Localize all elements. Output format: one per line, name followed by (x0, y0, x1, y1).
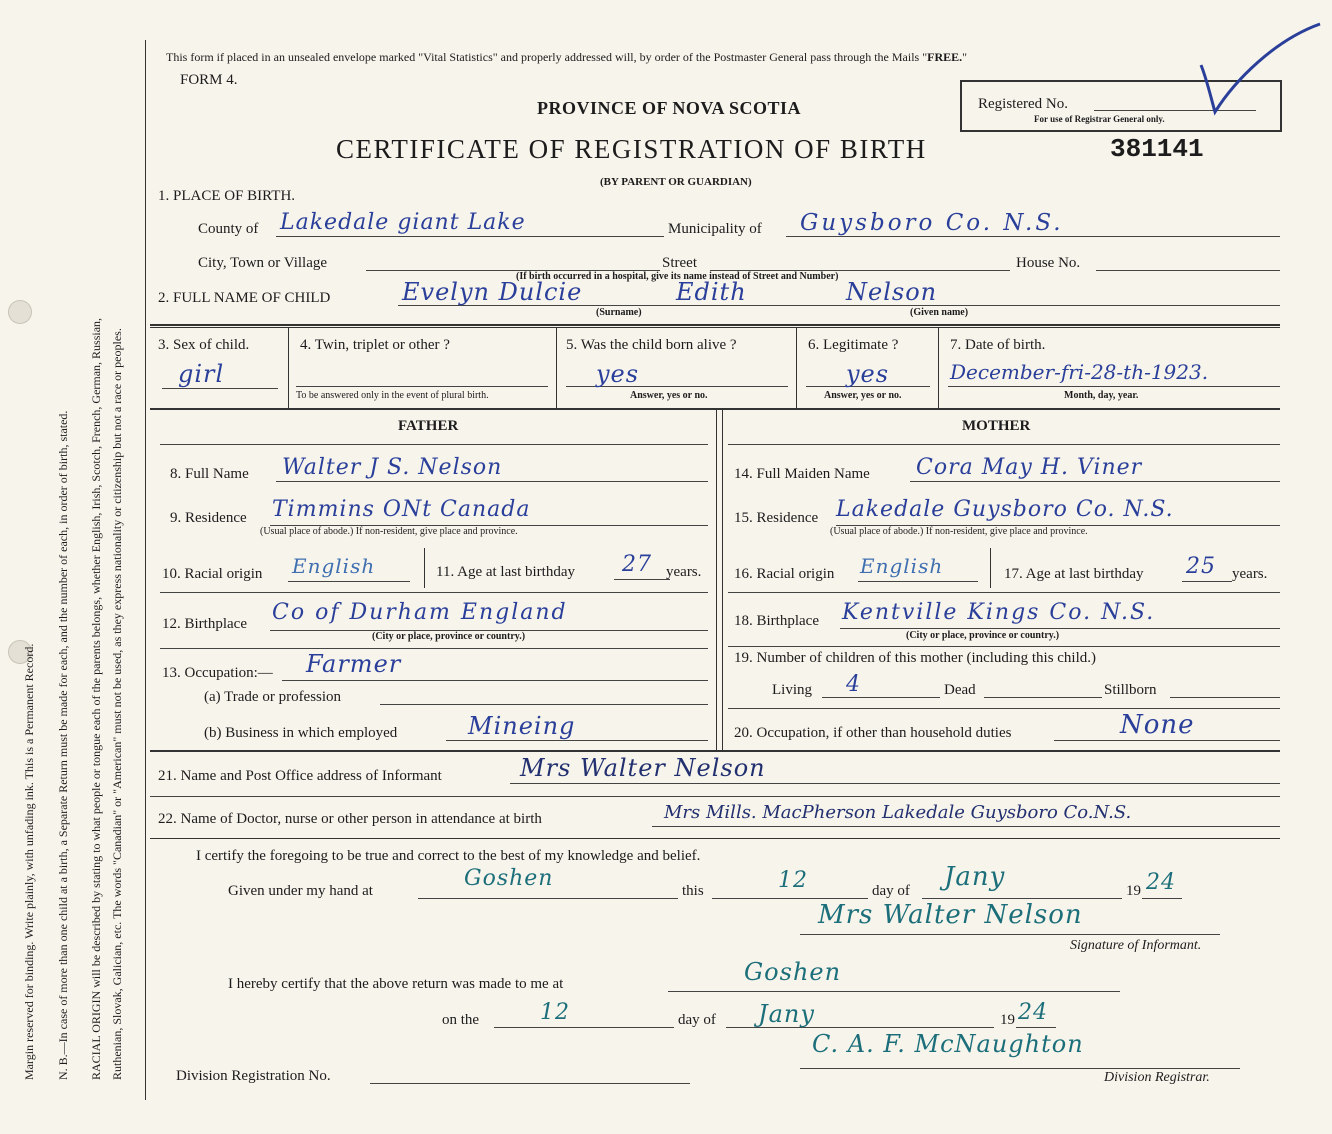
row-divider (150, 327, 1280, 328)
year-prefix: 19 (1126, 883, 1141, 899)
cell-divider (424, 548, 425, 588)
registrar-place-line (668, 991, 1120, 992)
given-year-value: 24 (1146, 870, 1176, 895)
day-line (712, 898, 868, 899)
dob-label: 7. Date of birth. (950, 337, 1046, 353)
father-residence-label: 9. Residence (170, 510, 247, 526)
col-divider (796, 328, 797, 408)
signature-label: Signature of Informant. (1070, 938, 1202, 953)
mother-race-label: 16. Racial origin (734, 566, 835, 582)
mother-birthplace-label: 18. Birthplace (734, 613, 819, 629)
doctor-line (652, 826, 1280, 827)
margin-line-2: N. B.—In case of more than one child at a birth, a Separate Return must be made for each, and the number of each, in order of birth, stated. (56, 410, 70, 1080)
city-label: City, Town or Village (198, 255, 328, 271)
row-rule (150, 796, 1280, 797)
registrar-month-value: Jany (758, 1000, 815, 1028)
living-label: Living (772, 682, 812, 698)
margin-line-4: Ruthenian, Slovak, Galician, etc. The words "Canadian" or "American" must not be used, as they express nationality or citizenship but not a race or peoples. (110, 328, 124, 1080)
father-heading: FATHER (398, 418, 459, 434)
row-rule (160, 648, 708, 649)
mother-age-value: 25 (1186, 554, 1216, 579)
row-rule (728, 646, 1280, 647)
mother-occupation-value: None (1120, 710, 1195, 740)
month-line (922, 898, 1122, 899)
father-age-unit: years. (666, 564, 702, 580)
dayof-label: day of (872, 883, 910, 899)
registrar-signature: C. A. F. McNaughton (812, 1030, 1084, 1058)
registrar-statement: I hereby certify that the above return was made to me at (228, 976, 564, 992)
living-line (822, 697, 940, 698)
municipality-line (786, 236, 1280, 237)
father-age-label: 11. Age at last birthday (436, 564, 575, 580)
mother-occupation-label: 20. Occupation, if other than household duties (734, 725, 1012, 741)
registrar-place-value: Goshen (744, 958, 842, 986)
mail-notice-text: This form if placed in an unsealed envelope marked "Vital Statistics" and properly addressed will, by order of the Postmaster General pass through the Mails " (166, 50, 928, 64)
house-label: House No. (1016, 255, 1081, 271)
legitimate-label: 6. Legitimate ? (808, 337, 899, 353)
father-name-label: 8. Full Name (170, 466, 249, 482)
child-name-label: 2. FULL NAME OF CHILD (158, 290, 331, 306)
house-line (1096, 270, 1280, 271)
col-divider (716, 410, 717, 750)
registrar-day-line (494, 1027, 674, 1028)
given-place-line (418, 898, 678, 899)
informant-label: 21. Name and Post Office address of Informant (158, 768, 442, 784)
certificate-title: CERTIFICATE OF REGISTRATION OF BIRTH (336, 134, 927, 164)
mother-residence-label: 15. Residence (734, 510, 819, 526)
mother-age-unit: years. (1232, 566, 1268, 582)
mother-residence-value: Lakedale Guysboro Co. N.S. (836, 497, 1174, 522)
twin-label: 4. Twin, triplet or other ? (300, 337, 450, 353)
certify-statement: I certify the foregoing to be true and correct to the best of my knowledge and belief. (196, 848, 701, 864)
binding-margin (14, 40, 142, 1100)
check-mark-icon (1195, 20, 1325, 120)
row-divider (150, 838, 1280, 839)
year-line (1142, 898, 1182, 899)
mother-birthplace-note: (City or place, province or country.) (906, 630, 1060, 641)
father-name-value: Walter J S. Nelson (282, 455, 503, 480)
mother-race-value: English (860, 554, 944, 578)
col-divider (556, 328, 557, 408)
father-age-line (614, 579, 670, 580)
registrar-dayof-label: day of (678, 1012, 716, 1028)
row-rule (728, 708, 1280, 709)
county-value: Lakedale giant Lake (280, 210, 526, 235)
mother-name-value: Cora May H. Viner (916, 455, 1143, 480)
subtitle: (BY PARENT OR GUARDIAN) (600, 176, 752, 188)
mother-heading-rule (728, 444, 1280, 445)
trade-line (380, 704, 708, 705)
surname-note: (Surname) (596, 307, 642, 318)
mother-name-line (910, 481, 1280, 482)
mother-heading: MOTHER (962, 418, 1031, 434)
row-divider (150, 408, 1280, 410)
father-age-value: 27 (622, 552, 652, 577)
father-name-line (276, 481, 708, 482)
father-race-line (288, 581, 410, 582)
trade-label: (a) Trade or profession (204, 689, 342, 705)
dead-label: Dead (944, 682, 976, 698)
dob-value: December-fri-28-th-1923. (950, 360, 1209, 384)
onthe-label: on the (442, 1012, 480, 1028)
mother-birthplace-line (840, 628, 1280, 629)
hospital-note: (If birth occurred in a hospital, give its name instead of Street and Number) (516, 271, 839, 282)
dob-note: Month, day, year. (1064, 390, 1139, 401)
province-heading: PROVINCE OF NOVA SCOTIA (537, 98, 802, 118)
father-residence-value: Timmins ONt Canada (272, 497, 531, 522)
county-label: County of (198, 221, 259, 237)
child-name-first: Evelyn Dulcie (402, 278, 583, 306)
sex-label: 3. Sex of child. (158, 337, 250, 353)
doctor-value: Mrs Mills. MacPherson Lakedale Guysboro Co.N.S. (664, 802, 1132, 823)
mother-name-label: 14. Full Maiden Name (734, 466, 870, 482)
father-residence-note: (Usual place of abode.) If non-resident, give place and province. (260, 526, 518, 537)
sex-line (162, 388, 278, 389)
business-value: Mineing (468, 712, 576, 740)
registrar-signature-line (800, 1068, 1240, 1069)
registrar-year-value: 24 (1018, 1000, 1048, 1025)
cell-divider (990, 548, 991, 588)
mail-notice-quote: " (962, 50, 968, 64)
mother-occupation-line (1054, 740, 1280, 741)
mail-notice-free: FREE. (927, 50, 963, 64)
given-month-value: Jany (944, 862, 1006, 892)
business-line (446, 740, 708, 741)
sex-value: girl (178, 360, 225, 388)
informant-value: Mrs Walter Nelson (520, 754, 766, 782)
county-line (276, 236, 664, 237)
registrar-year-prefix: 19 (1000, 1012, 1015, 1028)
business-label: (b) Business in which employed (204, 725, 398, 741)
mother-age-line (1182, 581, 1232, 582)
stillborn-label: Stillborn (1104, 682, 1157, 698)
father-occupation-label: 13. Occupation:— (162, 665, 273, 681)
registrar-day-value: 12 (540, 1000, 570, 1025)
father-race-label: 10. Racial origin (162, 566, 263, 582)
dob-line (948, 386, 1280, 387)
margin-line-1: Margin reserved for binding. Write plainly, with unfading ink. This is a Permanent Record. (22, 643, 36, 1080)
dead-line (984, 697, 1102, 698)
street-label: Street (662, 255, 697, 271)
children-count-label: 19. Number of children of this mother (including this child.) (734, 650, 1097, 666)
given-day-value: 12 (778, 868, 808, 893)
col-divider (722, 410, 723, 750)
alive-value: yes (596, 360, 640, 388)
mother-race-line (858, 581, 978, 582)
given-place-value: Goshen (464, 866, 554, 891)
given-label: Given under my hand at (228, 883, 373, 899)
registered-label: Registered No. (978, 96, 1068, 112)
registrar-year-line (1016, 1027, 1056, 1028)
father-occupation-line (282, 680, 708, 681)
alive-label: 5. Was the child born alive ? (566, 337, 737, 353)
legitimate-note: Answer, yes or no. (824, 390, 902, 401)
father-birthplace-label: 12. Birthplace (162, 616, 247, 632)
informant-line (510, 783, 1280, 784)
child-name-middle: Edith (676, 278, 747, 306)
division-registrar-label: Division Registrar. (1104, 1070, 1210, 1085)
this-label: this (682, 883, 704, 899)
row-rule (728, 592, 1280, 593)
twin-note: To be answered only in the event of plural birth. (296, 390, 489, 401)
place-heading: 1. PLACE OF BIRTH. (158, 188, 296, 204)
division-registration-line (370, 1083, 690, 1084)
mother-age-label: 17. Age at last birthday (1004, 566, 1144, 582)
row-rule (160, 592, 708, 593)
alive-note: Answer, yes or no. (630, 390, 708, 401)
mother-residence-note: (Usual place of abode.) If non-resident, give place and province. (830, 526, 1088, 537)
division-registration-label: Division Registration No. (176, 1068, 331, 1084)
col-divider (938, 328, 939, 408)
margin-line-3: RACIAL ORIGIN will be described by stating to what people or tongue each of the parents belongs, whether English, Irish, Scotch, French, German, Russian, (89, 317, 103, 1080)
registered-note: For use of Registrar General only. (1034, 114, 1165, 124)
col-divider (288, 328, 289, 408)
father-birthplace-note: (City or place, province or country.) (372, 631, 526, 642)
mail-notice (166, 50, 967, 65)
legitimate-value: yes (846, 360, 890, 388)
form-number: FORM 4. (180, 72, 238, 88)
father-heading-rule (160, 444, 708, 445)
father-race-value: English (292, 554, 376, 578)
living-value: 4 (846, 672, 861, 697)
certificate-number: 381141 (1110, 134, 1204, 164)
twin-line (296, 386, 548, 387)
father-occupation-value: Farmer (306, 650, 402, 678)
father-birthplace-value: Co of Durham England (272, 600, 568, 625)
municipality-value: Guysboro Co. N.S. (800, 210, 1064, 236)
municipality-label: Municipality of (668, 221, 762, 237)
doctor-label: 22. Name of Doctor, nurse or other person in attendance at birth (158, 811, 542, 827)
row-divider (150, 324, 1280, 326)
informant-signature: Mrs Walter Nelson (818, 900, 1083, 930)
given-name-note: (Given name) (910, 307, 969, 318)
child-name-last: Nelson (846, 278, 938, 306)
margin-rule (145, 40, 146, 1100)
mother-birthplace-value: Kentville Kings Co. N.S. (842, 600, 1156, 625)
signature-line (800, 934, 1220, 935)
stillborn-line (1170, 697, 1280, 698)
row-divider (150, 750, 1280, 752)
